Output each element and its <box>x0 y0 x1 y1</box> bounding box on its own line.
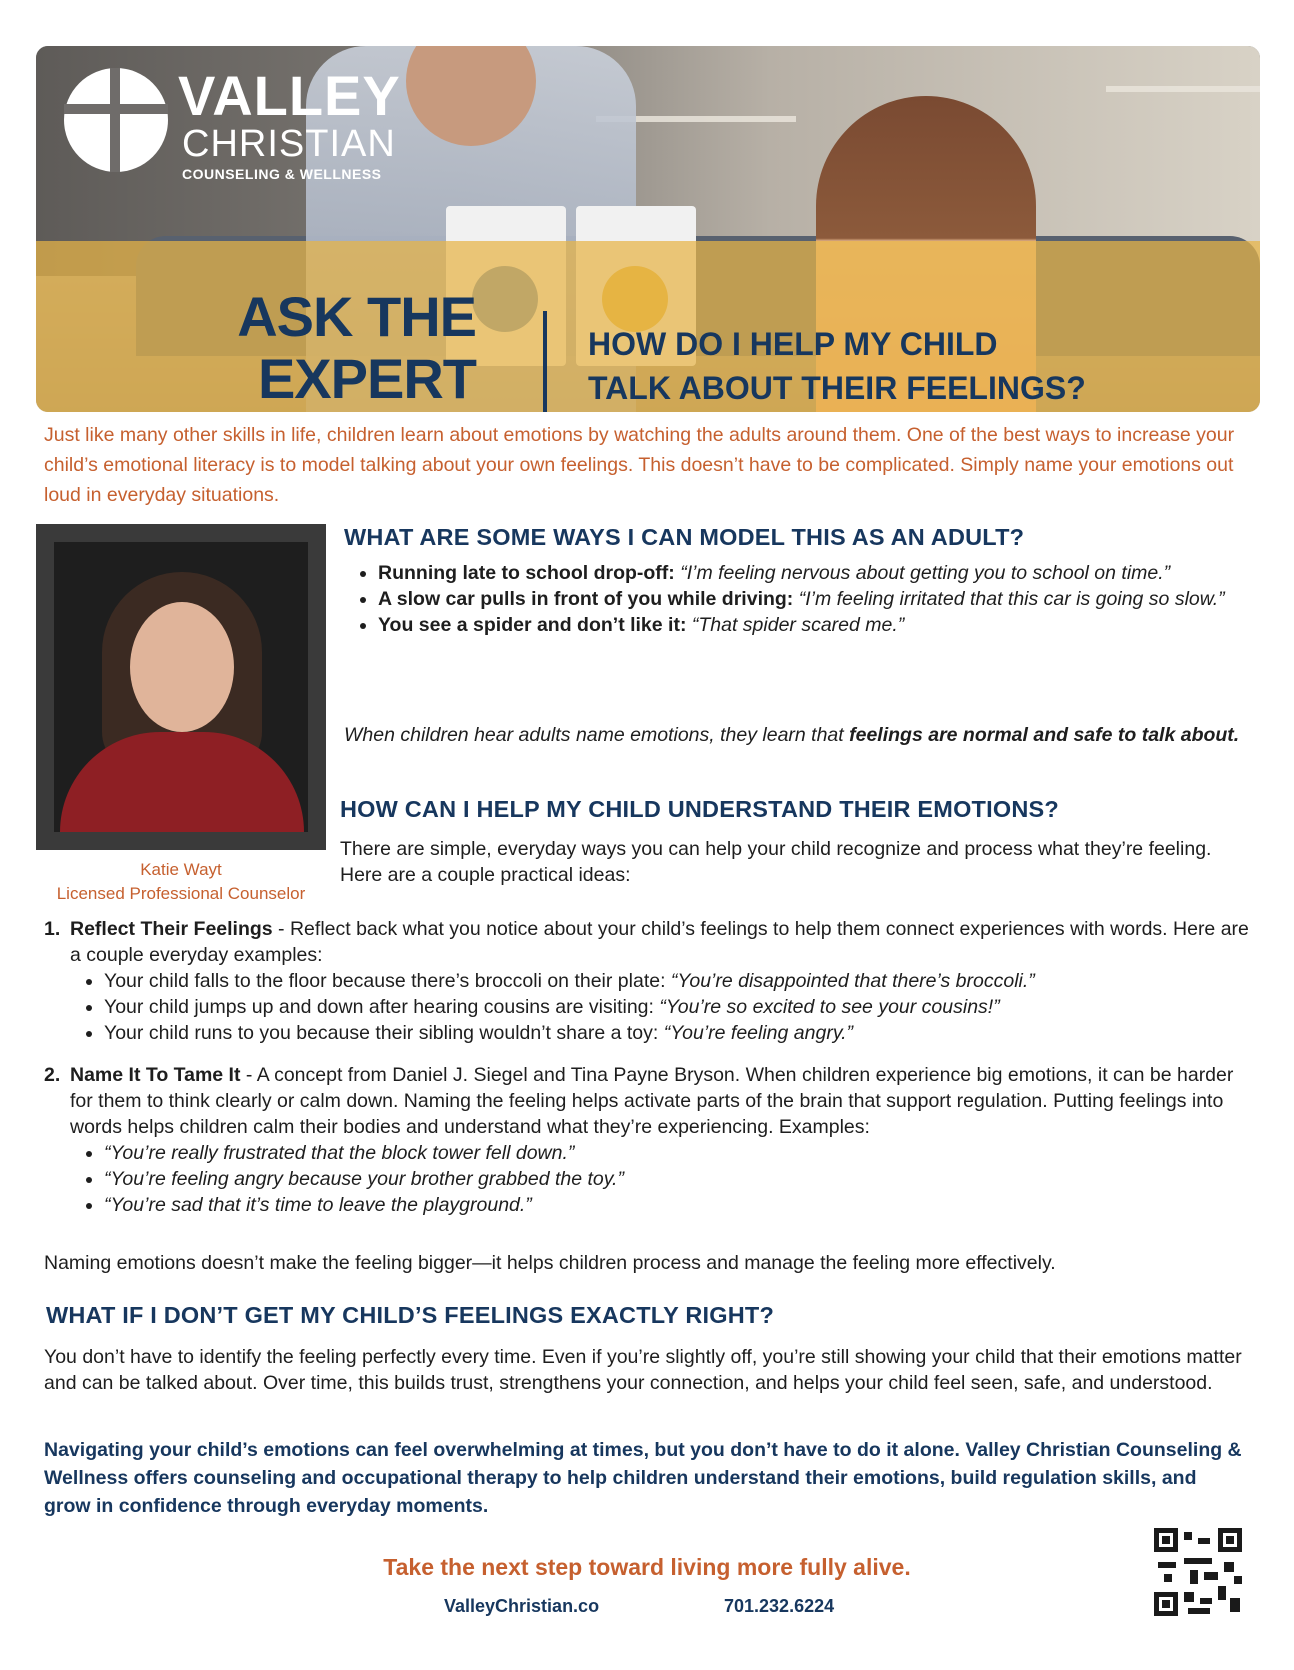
example-text: Your child runs to you because their sibling wouldn’t share a toy: <box>104 1022 664 1044</box>
understand-body: There are simple, everyday ways you can help your child recognize and process what they’re feeling. Here are a couple practical ideas: <box>340 838 1212 886</box>
wrong-body: You don’t have to identify the feeling perfectly every time. Even if you’re slightly off, you’re still showing your child that their emotions matter and can be talked about. Over time, this builds trust, strengthens your connection, and helps your child feel seen, safe, and understood. <box>44 1346 1242 1394</box>
title-right-line-2: TALK ABOUT THEIR FEELINGS? <box>588 370 1086 406</box>
list-item <box>378 560 1278 586</box>
item-text: - Reflect back what you notice about your child’s feelings to help them connect experiences with words. Here are a couple everyday examples: <box>70 918 1249 966</box>
list-item <box>104 994 1254 1020</box>
ask-the-expert-title <box>176 286 476 410</box>
logo-cross-icon <box>64 68 168 172</box>
list-item <box>378 586 1278 612</box>
closing-paragraph: Navigating your child’s emotions can feel overwhelming at times, but you don’t have to do it alone. Valley Christian Counseling & Wellness offers counseling and occupational therapy to help children understand their emotions, build regulation skills, and grow in confidence through everyday moments. <box>44 1439 1242 1517</box>
item-title: Reflect Their Feelings <box>70 918 273 940</box>
list-item: • “You’re really frustrated that the block tower fell down.” <box>104 1140 1254 1166</box>
logo-line-3: COUNSELING & WELLNESS <box>182 166 382 182</box>
example-lead: Running late to school drop-off: <box>378 562 675 584</box>
item-body <box>70 1062 1254 1218</box>
expert-photo <box>36 524 326 850</box>
expert-role: Licensed Professional Counselor <box>56 884 306 903</box>
title-divider <box>543 311 547 412</box>
footer-tagline: Take the next step toward living more fully alive. <box>383 1554 911 1580</box>
item-number: 2. <box>44 1064 61 1086</box>
list-item: • “You’re feeling angry because your brother grabbed the toy.” <box>104 1166 1254 1192</box>
example-quote: “That spider scared me.” <box>691 614 905 636</box>
section-heading-model: WHAT ARE SOME WAYS I CAN MODEL THIS AS AN ADULT? <box>344 524 1025 550</box>
note-text: When children hear adults name emotions, they learn that <box>344 724 850 746</box>
expert-caption <box>36 858 326 906</box>
photo-sweater <box>60 732 304 832</box>
section-heading-wrong: WHAT IF I DON’T GET MY CHILD’S FEELINGS EXACTLY RIGHT? <box>46 1302 775 1328</box>
list-item <box>378 612 1278 638</box>
logo-line-2: CHRISTIAN <box>182 123 396 165</box>
example-lead: A slow car pulls in front of you while driving: <box>378 588 794 610</box>
naming-note: Naming emotions doesn’t make the feeling bigger—it helps children process and manage the feeling more effectively. <box>44 1252 1056 1274</box>
item-examples <box>70 1140 1254 1218</box>
note-bold-text: feelings are normal and safe to talk about. <box>849 724 1240 746</box>
intro-paragraph: Just like many other skills in life, children learn about emotions by watching the adults around them. One of the best ways to increase your child’s emotional literacy is to model talking about your own feelings. This doesn’t have to be complicated. Simply name your emotions out loud in everyday situations. <box>44 424 1235 506</box>
example-quote: “You’re feeling angry.” <box>663 1022 854 1044</box>
item-examples <box>70 968 1254 1046</box>
example-quote: “I’m feeling nervous about getting you to school on time.” <box>680 562 1171 584</box>
item-body <box>70 916 1254 1046</box>
website-link[interactable]: ValleyChristian.co <box>444 1596 600 1616</box>
example-quote: “You’re so excited to see your cousins!” <box>659 996 1000 1018</box>
list-item <box>104 968 1254 994</box>
example-text: Your child falls to the floor because there’s broccoli on their plate: <box>104 970 671 992</box>
photo-face <box>130 602 234 732</box>
phone-number[interactable]: 701.232.6224 <box>724 1596 835 1616</box>
question-title <box>588 322 1228 410</box>
valley-christian-logo <box>64 64 424 198</box>
title-left-line-2: EXPERT <box>257 347 476 410</box>
example-text: Your child jumps up and down after hearing cousins are visiting: <box>104 996 660 1018</box>
list-item: • “You’re sad that it’s time to leave the playground.” <box>104 1192 1254 1218</box>
logo-line-1: VALLEY <box>178 64 401 127</box>
example-quote: “I’m feeling irritated that this car is going so slow.” <box>798 588 1225 610</box>
qr-code-icon[interactable] <box>1154 1528 1242 1616</box>
item-text: - A concept from Daniel J. Siegel and Tina Payne Bryson. When children experience big emotions, it can be harder for them to think clearly or calm down. Naming the feeling helps activate parts of the brain that support regulation. Putting feelings into words helps children calm their bodies and understand what they’re experiencing. Examples: <box>70 1064 1234 1138</box>
example-quote: “You’re disappointed that there’s broccoli.” <box>670 970 1035 992</box>
photo-frame <box>54 542 308 832</box>
hero-banner <box>36 46 1260 412</box>
expert-name: Katie Wayt <box>140 860 222 879</box>
example-lead: You see a spider and don’t like it: <box>378 614 687 636</box>
feelings-normal-note <box>344 722 1244 748</box>
title-right-line-1: HOW DO I HELP MY CHILD <box>588 326 998 362</box>
model-examples-list <box>352 560 1278 638</box>
list-item <box>104 1020 1254 1046</box>
title-left-line-1: ASK THE <box>237 285 476 348</box>
hero-shelf <box>1106 86 1260 92</box>
item-number: 1. <box>44 918 61 940</box>
numbered-item-2 <box>44 1062 1254 1218</box>
item-title: Name It To Tame It <box>70 1064 241 1086</box>
section-heading-understand: HOW CAN I HELP MY CHILD UNDERSTAND THEIR EMOTIONS? <box>340 796 1059 822</box>
numbered-item-1 <box>44 916 1254 1046</box>
